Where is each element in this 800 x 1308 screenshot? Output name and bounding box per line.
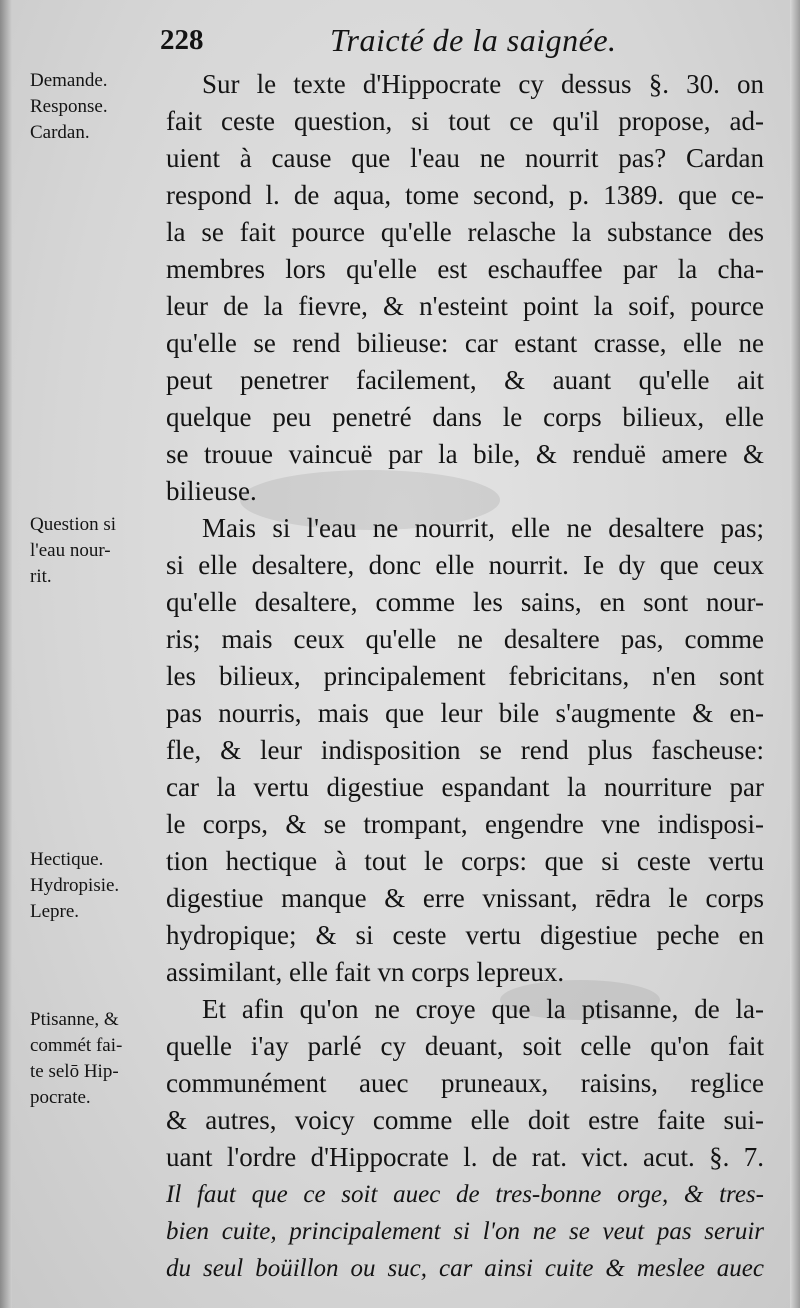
text-line: membres lors qu'elle est eschauffee par la cha- — [166, 254, 764, 284]
text-line: ris; mais ceux qu'elle ne desaltere pas, comme — [166, 624, 764, 654]
text-line: car la vertu digestiue espandant la nourriture par — [166, 772, 764, 802]
text-line: Sur le texte d'Hippocrate cy dessus §. 30. on — [202, 69, 764, 99]
text-line: du seul boüillon ou suc, car ainsi cuite & meslee auec — [166, 1255, 764, 1282]
text-line: Et afin qu'on ne croye que la ptisanne, de la- — [202, 994, 764, 1024]
text-line: leur de la fievre, & n'esteint point la soif, pource — [166, 291, 764, 321]
margin-note: Hectique. Hydropisie. Lepre. — [30, 849, 120, 922]
margin-note: Question si l'eau nour- rit. — [30, 514, 117, 587]
text-line: bilieuse. — [166, 476, 257, 506]
main-text — [166, 66, 764, 1287]
text-line: qu'elle desaltere, comme les sains, en sont nour- — [166, 587, 764, 617]
page-number: 228 — [160, 24, 204, 56]
text-line: fle, & leur indisposition se rend plus fascheuse: — [166, 735, 764, 765]
running-title: Traicté de la saignée. — [330, 22, 617, 58]
text-line: bien cuite, principalement si l'on ne se veut pas seruir — [166, 1218, 764, 1245]
margin-note: Ptisanne, & commét fai- te selō Hip- pocrate. — [30, 1009, 123, 1108]
text-line: quelque peu penetré dans le corps bilieux, elle — [166, 402, 764, 432]
text-line: Il faut que ce soit auec de tres-bonne orge, & tres- — [166, 1181, 764, 1208]
margin-notes — [30, 64, 160, 1264]
text-line: & autres, voicy comme elle doit estre faite sui- — [166, 1105, 764, 1135]
text-line: respond l. de aqua, tome second, p. 1389. que ce- — [166, 180, 764, 210]
text-line: si elle desaltere, donc elle nourrit. Ie dy que ceux — [166, 550, 764, 580]
page-header — [160, 24, 760, 66]
text-line: uant l'ordre d'Hippocrate l. de rat. vict. acut. §. 7. — [166, 1142, 764, 1172]
text-line: se trouue vaincuë par la bile, & renduë amere & — [166, 439, 764, 469]
text-line: quelle i'ay parlé cy deuant, soit celle qu'on fait — [166, 1031, 764, 1061]
margin-note: Demande. Response. Cardan. — [30, 70, 108, 143]
text-line: Mais si l'eau ne nourrit, elle ne desaltere pas; — [202, 513, 764, 543]
text-line: communément auec pruneaux, raisins, reglice — [166, 1068, 764, 1098]
text-line: assimilant, elle fait vn corps lepreux. — [166, 957, 565, 987]
text-line: digestiue manque & erre vnissant, rēdra le corps — [166, 883, 764, 913]
text-line: pas nourris, mais que leur bile s'augmente & en- — [166, 698, 764, 728]
text-line: hydropique; & si ceste vertu digestiue peche en — [166, 920, 764, 950]
text-line: la se fait pource qu'elle relasche la substance des — [166, 217, 764, 247]
page-right-edge — [790, 0, 800, 1308]
text-line: peut penetrer facilement, & auant qu'elle ait — [166, 365, 764, 395]
text-line: le corps, & se trompant, engendre vne indisposi- — [166, 809, 764, 839]
text-line: uient à cause que l'eau ne nourrit pas? Cardan — [166, 143, 764, 173]
text-line: qu'elle se rend bilieuse: car estant crasse, elle ne — [166, 328, 764, 358]
page-left-edge — [0, 0, 12, 1308]
text-line: tion hectique à tout le corps: que si ceste vertu — [166, 846, 764, 876]
text-line: fait ceste question, si tout ce qu'il propose, ad- — [166, 106, 764, 136]
text-line: les bilieux, principalement febricitans, n'en sont — [166, 661, 764, 691]
